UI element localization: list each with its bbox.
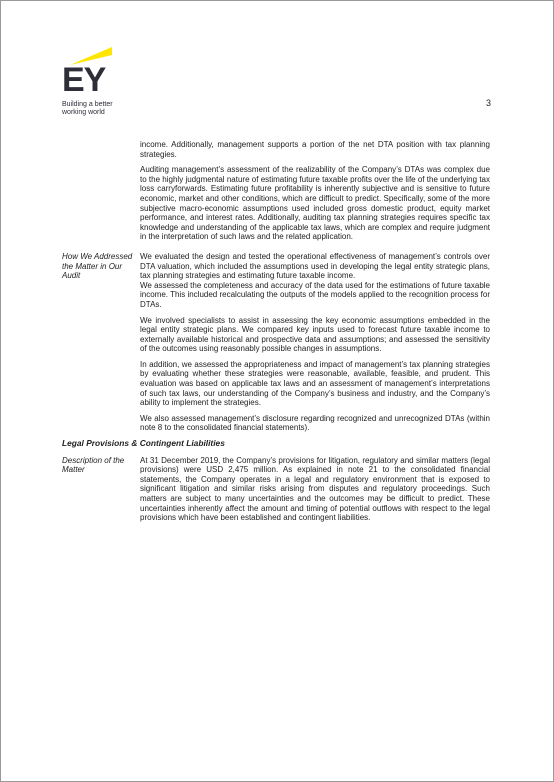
dta-description-body	[140, 140, 490, 248]
how-paragraph-1: We evaluated the design and tested the operational effectiveness of management’s controls over DTA valuation, which included the assumptions used in developing the legal entity strategic plans, tax planning strategies and estimating future taxable income.	[140, 251, 490, 281]
description-body	[140, 456, 490, 529]
ey-logo: EY	[62, 61, 106, 99]
how-addressed-body	[140, 252, 490, 439]
description-label: Description of the Matter	[62, 455, 125, 475]
dta-description-row	[62, 140, 490, 248]
how-paragraph-4: In addition, we assessed the appropriateness and impact of management’s tax planning strategies by evaluating whether these strategies were reasonable, available, feasible, and prudent. This evaluation was based on applicable tax laws and an assessment of management’s interpretations of such tax laws, our understanding of the Company’s business and industry, and the Company’s ability to implement the strategies.	[140, 359, 490, 408]
ey-tagline	[62, 101, 113, 117]
how-paragraph-2: We assessed the completeness and accuracy of the data used for the estimations of future taxable income. This included recalculating the outputs of the models applied to the recognition process for DTAs.	[140, 280, 490, 309]
description-row	[62, 456, 490, 529]
tagline-line-1: Building a better	[62, 101, 113, 108]
how-paragraph-5: We also assessed management’s disclosure regarding recognized and unrecognized DTAs (within note 8 to the consolidated financial statements).	[140, 413, 490, 433]
tagline-line-2: working world	[62, 109, 105, 116]
how-addressed-label: How We Addressed the Matter in Our Audit	[62, 251, 133, 281]
how-paragraph-3: We involved specialists to assist in assessing the key economic assumptions embedded in the legal entity strategic plans. We compared key inputs used to forecast future taxable income to externally available historical and prospective data and assumptions; and assessed the sensitivity of the outcomes using reasonably possible changes in assumptions.	[140, 315, 490, 354]
row-label-empty	[62, 140, 140, 248]
section-heading: Legal Provisions & Contingent Liabilities	[62, 438, 225, 449]
document-content	[62, 140, 490, 529]
auditing-paragraph: Auditing management’s assessment of the realizability of the Company’s DTAs was complex due to the highly judgmental nature of estimating future taxable profits over the life of the underlying tax loss carryforwards. Estimating future profitability is inherently subjective and is sensitive to future economic, market and other conditions, which are difficult to predict. Specifically, some of the more subjective macro-economic assumptions used included gross domestic product, equity market performance, and interest rates. Additionally, auditing tax planning strategies requires specific tax knowledge and understanding of the applicable tax laws, which are complex and require judgment in the interpretation of such laws and the related application.	[140, 165, 490, 242]
description-paragraph: At 31 December 2019, the Company’s provisions for litigation, regulatory and similar matters (legal provisions) were USD 2,475 million. As explained in note 21 to the consolidated financial statements, the Company operates in a legal and regulatory environment that is exposed to significant litigation and similar risks arising from disputes and regulatory proceedings. Such matters are subject to many uncertainties and the outcomes may be difficult to predict. These uncertainties inherently affect the amount and timing of potential outflows with respect to the legal provisions which have been established and contingent liabilities.	[140, 455, 490, 523]
page-number: 3	[486, 98, 492, 108]
how-addressed-row	[62, 252, 490, 439]
intro-paragraph: income. Additionally, management supports a portion of the net DTA position with tax planning strategies.	[140, 140, 490, 159]
